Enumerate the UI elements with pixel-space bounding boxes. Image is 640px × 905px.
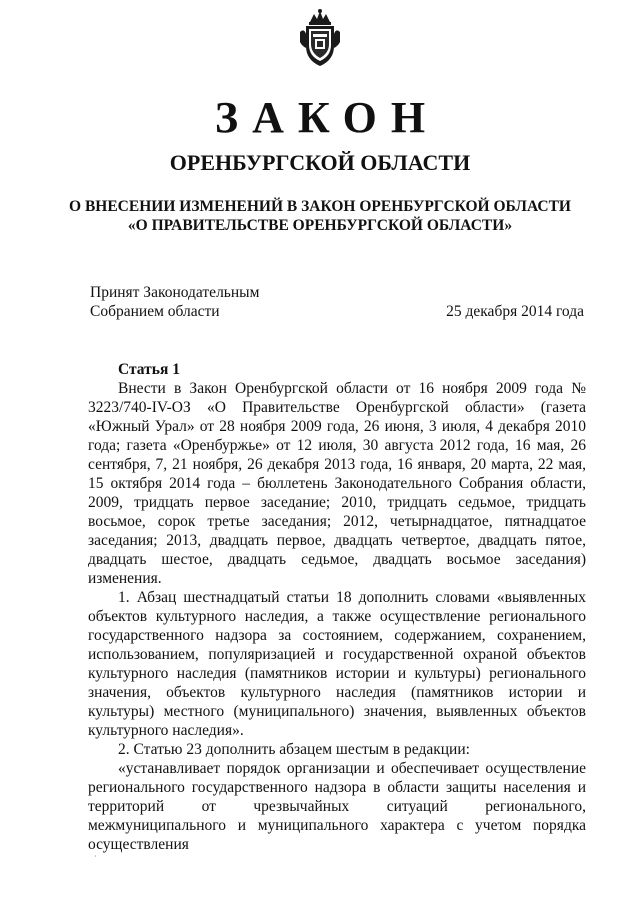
coat-of-arms-icon <box>298 8 342 68</box>
scan-dot: · <box>94 852 97 861</box>
adoption-date: 25 декабря 2014 года <box>446 303 584 320</box>
paragraph: Внести в Закон Оренбургской области от 16 ноября 2009 года № 3223/740-IV-ОЗ «О Правительстве Оренбургской области» (газета «Южный Урал» от 28 ноября 2009 года, 26 июня, 3 июля, 4 декабря 2010 года; газета «Оренбуржье» от 12 июля, 30 августа 2012 года, 16 мая, 26 сентября, 7, 21 ноября, 26 декабря 2013 года, 16 января, 20 марта, 22 мая, 15 октября 2014 года – бюллетень Законодательного Собрания области, 2009, тридцать первое заседание; 2010, тридцать седьмое, тридцать восьмое, сорок третье заседания; 2012, четырнадцатое, пятнадцатое заседания; 2013, двадцать первое, двадцать четвертое, двадцать пятое, двадцать шестое, двадцать седьмое, двадцать восьмое заседания) изменения. <box>88 380 586 587</box>
subtitle-line-2: «О ПРАВИТЕЛЬСТВЕ ОРЕНБУРГСКОЙ ОБЛАСТИ» <box>127 217 513 234</box>
adoption-line-2: Собранием области <box>90 303 220 320</box>
paragraph: 2. Статью 23 дополнить абзацем шестым в редакции: <box>118 741 470 758</box>
subtitle-line-1: О ВНЕСЕНИИ ИЗМЕНЕНИЙ В ЗАКОН ОРЕНБУРГСКОЙ ОБЛАСТИ <box>69 198 571 215</box>
adoption-note <box>90 283 259 321</box>
paragraph: «устанавливает порядок организации и обеспечивает осуществление регионального государственного надзора в области защиты населения и территорий от чрезвычайных ситуаций регионального, межмуниципального и муниципального характера с учетом порядка осуществления <box>88 760 586 853</box>
document-title: ЗАКОН <box>214 93 440 142</box>
law-body <box>88 360 586 861</box>
law-subtitle <box>0 197 640 235</box>
paragraph: 1. Абзац шестнадцатый статьи 18 дополнить словами «выявленных объектов культурного наследия, а также осуществление регионального государственного надзора за состоянием, содержанием, сохранением, использованием, популяризацией и государственной охраной объектов культурного наследия (памятников истории и культуры) регионального значения, объектов культурного наследия (памятников истории и культуры) местного (муниципального) значения, выявленных объектов культурного наследия». <box>88 589 586 739</box>
region-name: ОРЕНБУРГСКОЙ ОБЛАСТИ <box>169 150 471 175</box>
adoption-line-1: Принят Законодательным <box>90 284 260 301</box>
article-heading: Статья 1 <box>118 361 180 378</box>
